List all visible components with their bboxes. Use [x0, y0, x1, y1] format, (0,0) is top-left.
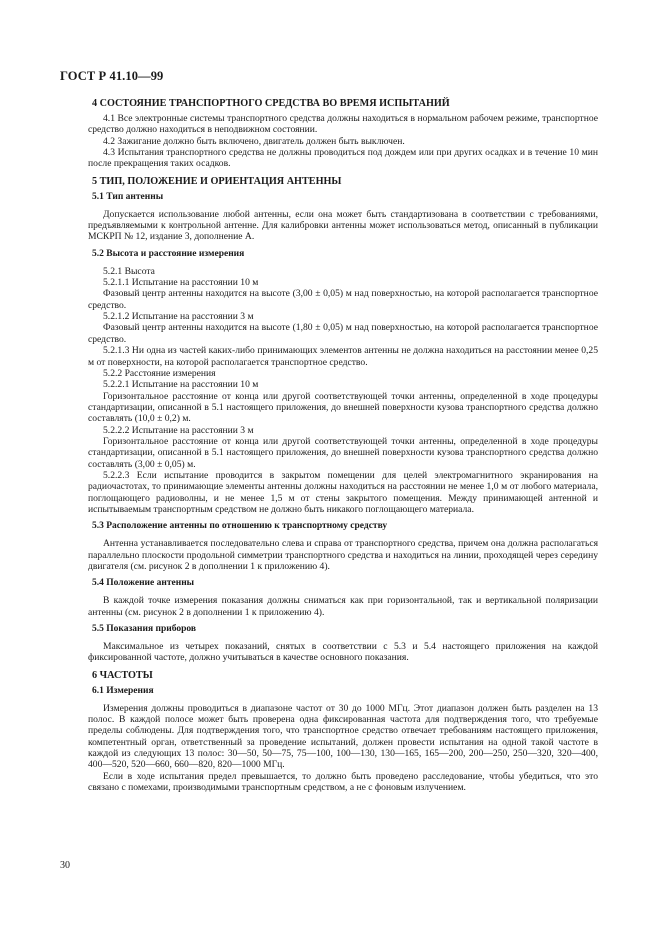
- paragraph-5-2-1-1: 5.2.1.1 Испытание на расстоянии 10 м: [103, 277, 259, 289]
- paragraph-5-2-1-3: 5.2.1.3 Ни одна из частей каких-либо принимающих элементов антенны не должна находиться на расстоянии менее 0,25 м от поверхности, на которой располагается транспортное средство.: [88, 345, 598, 368]
- paragraph-5-2-1-1-text: Фазовый центр антенны находится на высоте (3,00 ± 0,05) м над поверхностью, на которой располагается транспортное средство.: [88, 288, 598, 311]
- section-6-heading: 6 ЧАСТОТЫ: [92, 669, 153, 681]
- section-5-5-heading: 5.5 Показания приборов: [92, 624, 197, 635]
- paragraph-5-2-2-2-text: Горизонтальное расстояние от конца или другой соответствующей точки антенны, определенной в ходе процедуры стандартизации, описанной в 5.1 настоящего приложения, до внешней поверхности кузова транспортного средства должно составлять (3,00 ± 0,05) м.: [88, 435, 598, 470]
- section-5-heading: 5 ТИП, ПОЛОЖЕНИЕ И ОРИЕНТАЦИЯ АНТЕННЫ: [92, 175, 342, 187]
- paragraph-5-2-2-2: 5.2.2.2 Испытание на расстоянии 3 м: [103, 424, 254, 436]
- paragraph-5-4: В каждой точке измерения показания должны сниматься как при горизонтальной, так и вертикальной поляризации антенны (см. рисунок 2 в дополнении 1 к приложению 4).: [88, 595, 598, 618]
- paragraph-5-2-2-3: 5.2.2.3 Если испытание проводится в закрытом помещении для целей электромагнитного экранирования на радиочастотах, то принимающие элементы антенны должны находиться на расстоянии не менее 1,0 м от любого материала, поглощающего радиоволны, и не менее 1,5 м от стены закрытого помещения. Между принимающей антенной и испытываемым транспортным средством не должно быть никакого поглощающего материала.: [88, 469, 598, 515]
- paragraph-5-2-1-2: 5.2.1.2 Испытание на расстоянии 3 м: [103, 311, 254, 323]
- section-5-3-heading: 5.3 Расположение антенны по отношению к транспортному средству: [92, 521, 388, 532]
- section-6-1-heading: 6.1 Измерения: [92, 685, 154, 696]
- paragraph-5-2-2-1: 5.2.2.1 Испытание на расстоянии 10 м: [103, 379, 259, 391]
- section-5-1-heading: 5.1 Тип антенны: [92, 191, 164, 202]
- document-header: ГОСТ Р 41.10—99: [60, 69, 164, 83]
- paragraph-5-3: Антенна устанавливается последовательно слева и справа от транспортного средства, причем она должна располагаться параллельно плоскости продольной симметрии транспортного средства и находиться на линии, проходящей через середину двигателя (см. рисунок 2 в дополнении 1 к приложению 4).: [88, 538, 598, 572]
- document-body: [88, 97, 598, 793]
- section-4-heading: 4 СОСТОЯНИЕ ТРАНСПОРТНОГО СРЕДСТВА ВО ВРЕМЯ ИСПЫТАНИЙ: [92, 98, 450, 109]
- paragraph-6-1-2: Если в ходе испытания предел превышается, то должно быть проведено расследование, чтобы убедиться, что это связано с помехами, производимыми транспортным средством, а не с фоновым излучением.: [88, 770, 598, 794]
- section-5-4-heading: 5.4 Положение антенны: [92, 578, 195, 589]
- paragraph-5-1: Допускается использование любой антенны, если она может быть стандартизована в соответствии с требованиями, предъявляемыми к контрольной антенне. Для калибровки антенны может использоваться метод, описанный в публикации МСКРП № 12, издание 3, дополнение А.: [88, 208, 598, 243]
- paragraph-5-2-2: 5.2.2 Расстояние измерения: [103, 367, 216, 379]
- paragraph-5-2-2-1-text: Горизонтальное расстояние от конца или другой соответствующей точки антенны, определенной в ходе процедуры стандартизации, описанной в 5.1 настоящего приложения, до внешней поверхности кузова транспортного средства должно составлять (10,0 ± 0,2) м.: [88, 390, 598, 425]
- paragraph-4-3: 4.3 Испытания транспортного средства не должны проводиться под дождем или при других осадках и в течение 10 мин после прекращения таких осадков.: [88, 147, 598, 170]
- page-number: 30: [60, 860, 70, 871]
- paragraph-5-2-1: 5.2.1 Высота: [103, 265, 155, 277]
- paragraph-6-1: Измерения должны проводиться в диапазоне частот от 30 до 1000 МГц. Этот диапазон должен быть разделен на 13 полос. В каждой полосе может быть проверена одна фиксированная частота для подтверждения того, что требуемые пределы соблюдены. Для подтверждения того, что транспортное средство отвечает требованиям настоящего приложения, компетентный орган, ответственный за проведение испытаний, должен провести испытания на одной такой частоте в каждой из следующих 13 полос: 30—50, 50—75, 75—100, 100—130, 130—165, 165—200, 200—250, 250—320, 320—400, 400—520, 520—660, 660—820, 820—1000 МГц.: [88, 702, 598, 771]
- paragraph-4-1: 4.1 Все электронные системы транспортного средства должны находиться в нормальном рабочем режиме, транспортное средство должно находиться в неподвижном состоянии.: [88, 113, 598, 136]
- paragraph-4-2: 4.2 Зажигание должно быть включено, двигатель должен быть выключен.: [103, 135, 405, 147]
- paragraph-5-2-1-2-text: Фазовый центр антенны находится на высоте (1,80 ± 0,05) м над поверхностью, на которой располагается транспортное средство.: [88, 322, 598, 345]
- section-5-2-heading: 5.2 Высота и расстояние измерения: [92, 248, 245, 259]
- paragraph-5-5: Максимальное из четырех показаний, снятых в соответствии с 5.3 и 5.4 настоящего приложения на каждой фиксированной частоте, должно учитываться в качестве основного показания.: [88, 641, 598, 664]
